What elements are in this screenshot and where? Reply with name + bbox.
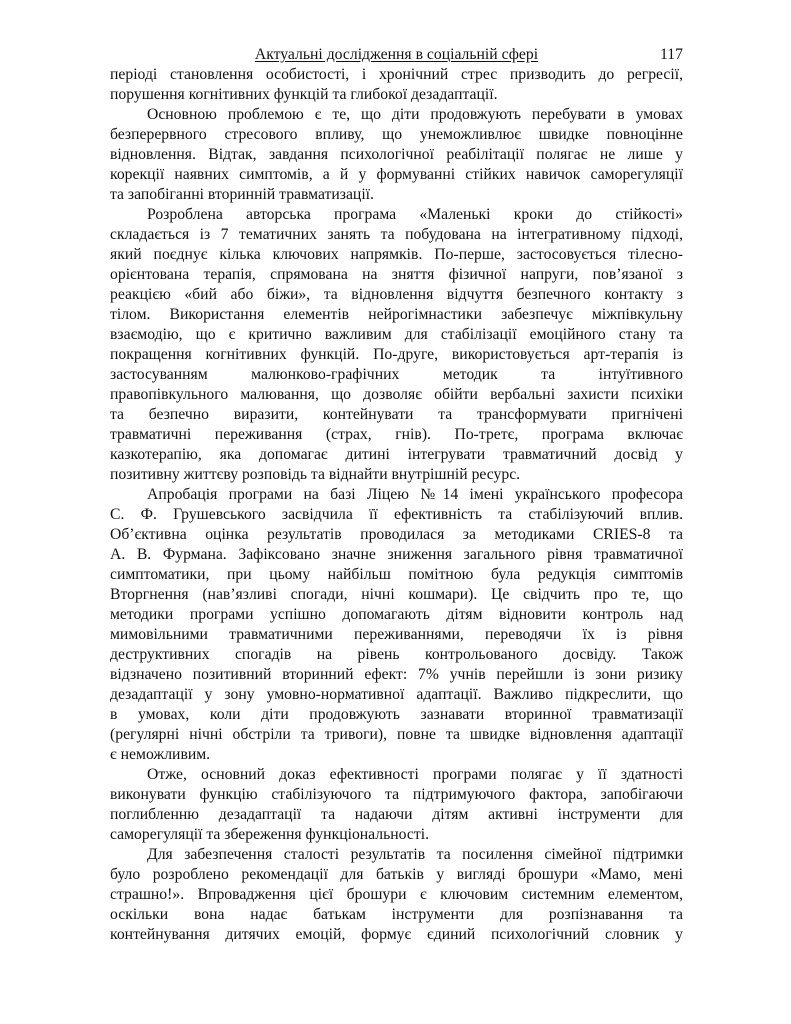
text-line: було розроблено рекомендації для батьків у вигляді брошури «Мамо, мені	[110, 866, 683, 883]
text-line: А. В. Фурмана. Зафіксовано значне зниження загального рівня травматичної	[110, 546, 683, 563]
running-header	[110, 45, 683, 65]
text-line: деструктивних спогадів на рівень контрольованого досвіду. Також	[110, 646, 683, 663]
running-header-title: Актуальні дослідження в соціальній сфері	[254, 46, 539, 63]
text-line: періоді становлення особистості, і хронічний стрес призводить до регресії,	[110, 66, 683, 83]
paragraph	[110, 105, 683, 205]
text-line: Вторгнення (нав’язливі спогади, нічні кошмари). Це свідчить про те, що	[110, 586, 683, 603]
text-line: Отже, основний доказ ефективності програми полягає у її здатності	[147, 766, 683, 783]
text-line: позитивну життєву розповідь та віднайти внутрішній ресурс.	[110, 466, 521, 483]
text-line: є неможливим.	[110, 746, 211, 763]
text-line: Об’єктивна оцінка результатів проводилася за методиками CRIES-8 та	[110, 526, 683, 543]
text-line: який поєднує кілька ключових напрямків. По-перше, застосовується тілесно-	[110, 246, 683, 263]
text-line: (регулярні нічні обстріли та тривоги), повне та швидке відновлення адаптації	[110, 726, 683, 743]
text-line: саморегуляції та збереження функціональності.	[110, 826, 429, 843]
text-line: правопівкульного малювання, що дозволяє обійти вербальні захисти психіки	[110, 386, 683, 403]
text-line: Апробація програми на базі Ліцею №14 імені українського професора	[147, 486, 683, 503]
text-line: корекції наявних симптомів, а й у формуванні стійких навичок саморегуляції	[110, 166, 683, 183]
text-line: Для забезпечення сталості результатів та посилення сімейної підтримки	[147, 846, 683, 863]
text-line: реакцією «бий або біжи», та відновлення відчуття безпечного контакту з	[110, 286, 683, 303]
text-line: Основною проблемою є те, що діти продовжують перебувати в умовах	[147, 106, 683, 123]
text-line: безперервного стресового впливу, що унеможливлює швидке повноцінне	[110, 126, 683, 143]
text-line: методики програми успішно допомагають дітям відновити контроль над	[110, 606, 683, 623]
paragraph	[110, 845, 683, 945]
text-line: травматичні переживання (страх, гнів). По-третє, програма включає	[110, 426, 683, 443]
text-line: складається із 7 тематичних занять та побудована на інтегративному підході,	[110, 226, 683, 243]
text-line: порушення когнітивних функцій та глибокої дезадаптації.	[110, 86, 498, 103]
text-line: тілом. Використання елементів нейрогімнастики забезпечує міжпівкульну	[110, 306, 683, 323]
paragraph	[110, 65, 683, 105]
text-line: симптоматики, при цьому найбільш помітною була редукція симптомів	[110, 566, 683, 583]
text-line: взаємодію, що є критично важливим для стабілізації емоційного стану та	[110, 326, 683, 343]
text-line: та запобіганні вторинній травматизації.	[110, 186, 374, 203]
body-text	[110, 65, 683, 945]
text-line: та безпечно виразити, контейнувати та трансформувати пригнічені	[110, 406, 683, 423]
text-line: мимовільними травматичними переживаннями, переводячи їх із рівня	[110, 626, 683, 643]
text-line: в умовах, коли діти продовжують зазнавати вторинної травматизації	[110, 706, 683, 723]
paragraph	[110, 485, 683, 765]
text-line: дезадаптації у зону умовно-нормативної адаптації. Важливо підкреслити, що	[110, 686, 683, 703]
text-line: контейнування дитячих емоцій, формує єдиний психологічний словник у	[110, 926, 683, 943]
text-line: оскільки вона надає батькам інструменти для розпізнавання та	[110, 906, 683, 923]
text-line: застосуванням малюнково-графічних методик та інтуїтивного	[110, 366, 683, 383]
text-line: покращення когнітивних функцій. По-друге, використовується арт-терапія із	[110, 346, 683, 363]
page-number: 117	[660, 46, 683, 63]
text-line: страшно!». Впровадження цієї брошури є ключовим системним елементом,	[110, 886, 683, 903]
text-line: відзначено позитивний вторинний ефект: 7% учнів перейшли із зони ризику	[110, 666, 683, 683]
text-line: С. Ф. Грушевського засвідчила її ефективність та стабілізуючий вплив.	[110, 506, 683, 523]
paragraph	[110, 765, 683, 845]
text-line: поглибленню дезадаптації та надаючи дітям активні інструменти для	[110, 806, 683, 823]
text-line: відновлення. Відтак, завдання психологічної реабілітації полягає не лише у	[110, 146, 683, 163]
text-line: виконувати функцію стабілізуючого та підтримуючого фактора, запобігаючи	[110, 786, 683, 803]
text-line: орієнтована терапія, спрямована на зняття фізичної напруги, пов’язаної з	[110, 266, 683, 283]
paragraph	[110, 205, 683, 485]
text-line: Розроблена авторська програма «Маленькі кроки до стійкості»	[147, 206, 683, 223]
text-line: казкотерапію, яка допомагає дитині інтегрувати травматичний досвід у	[110, 446, 683, 463]
